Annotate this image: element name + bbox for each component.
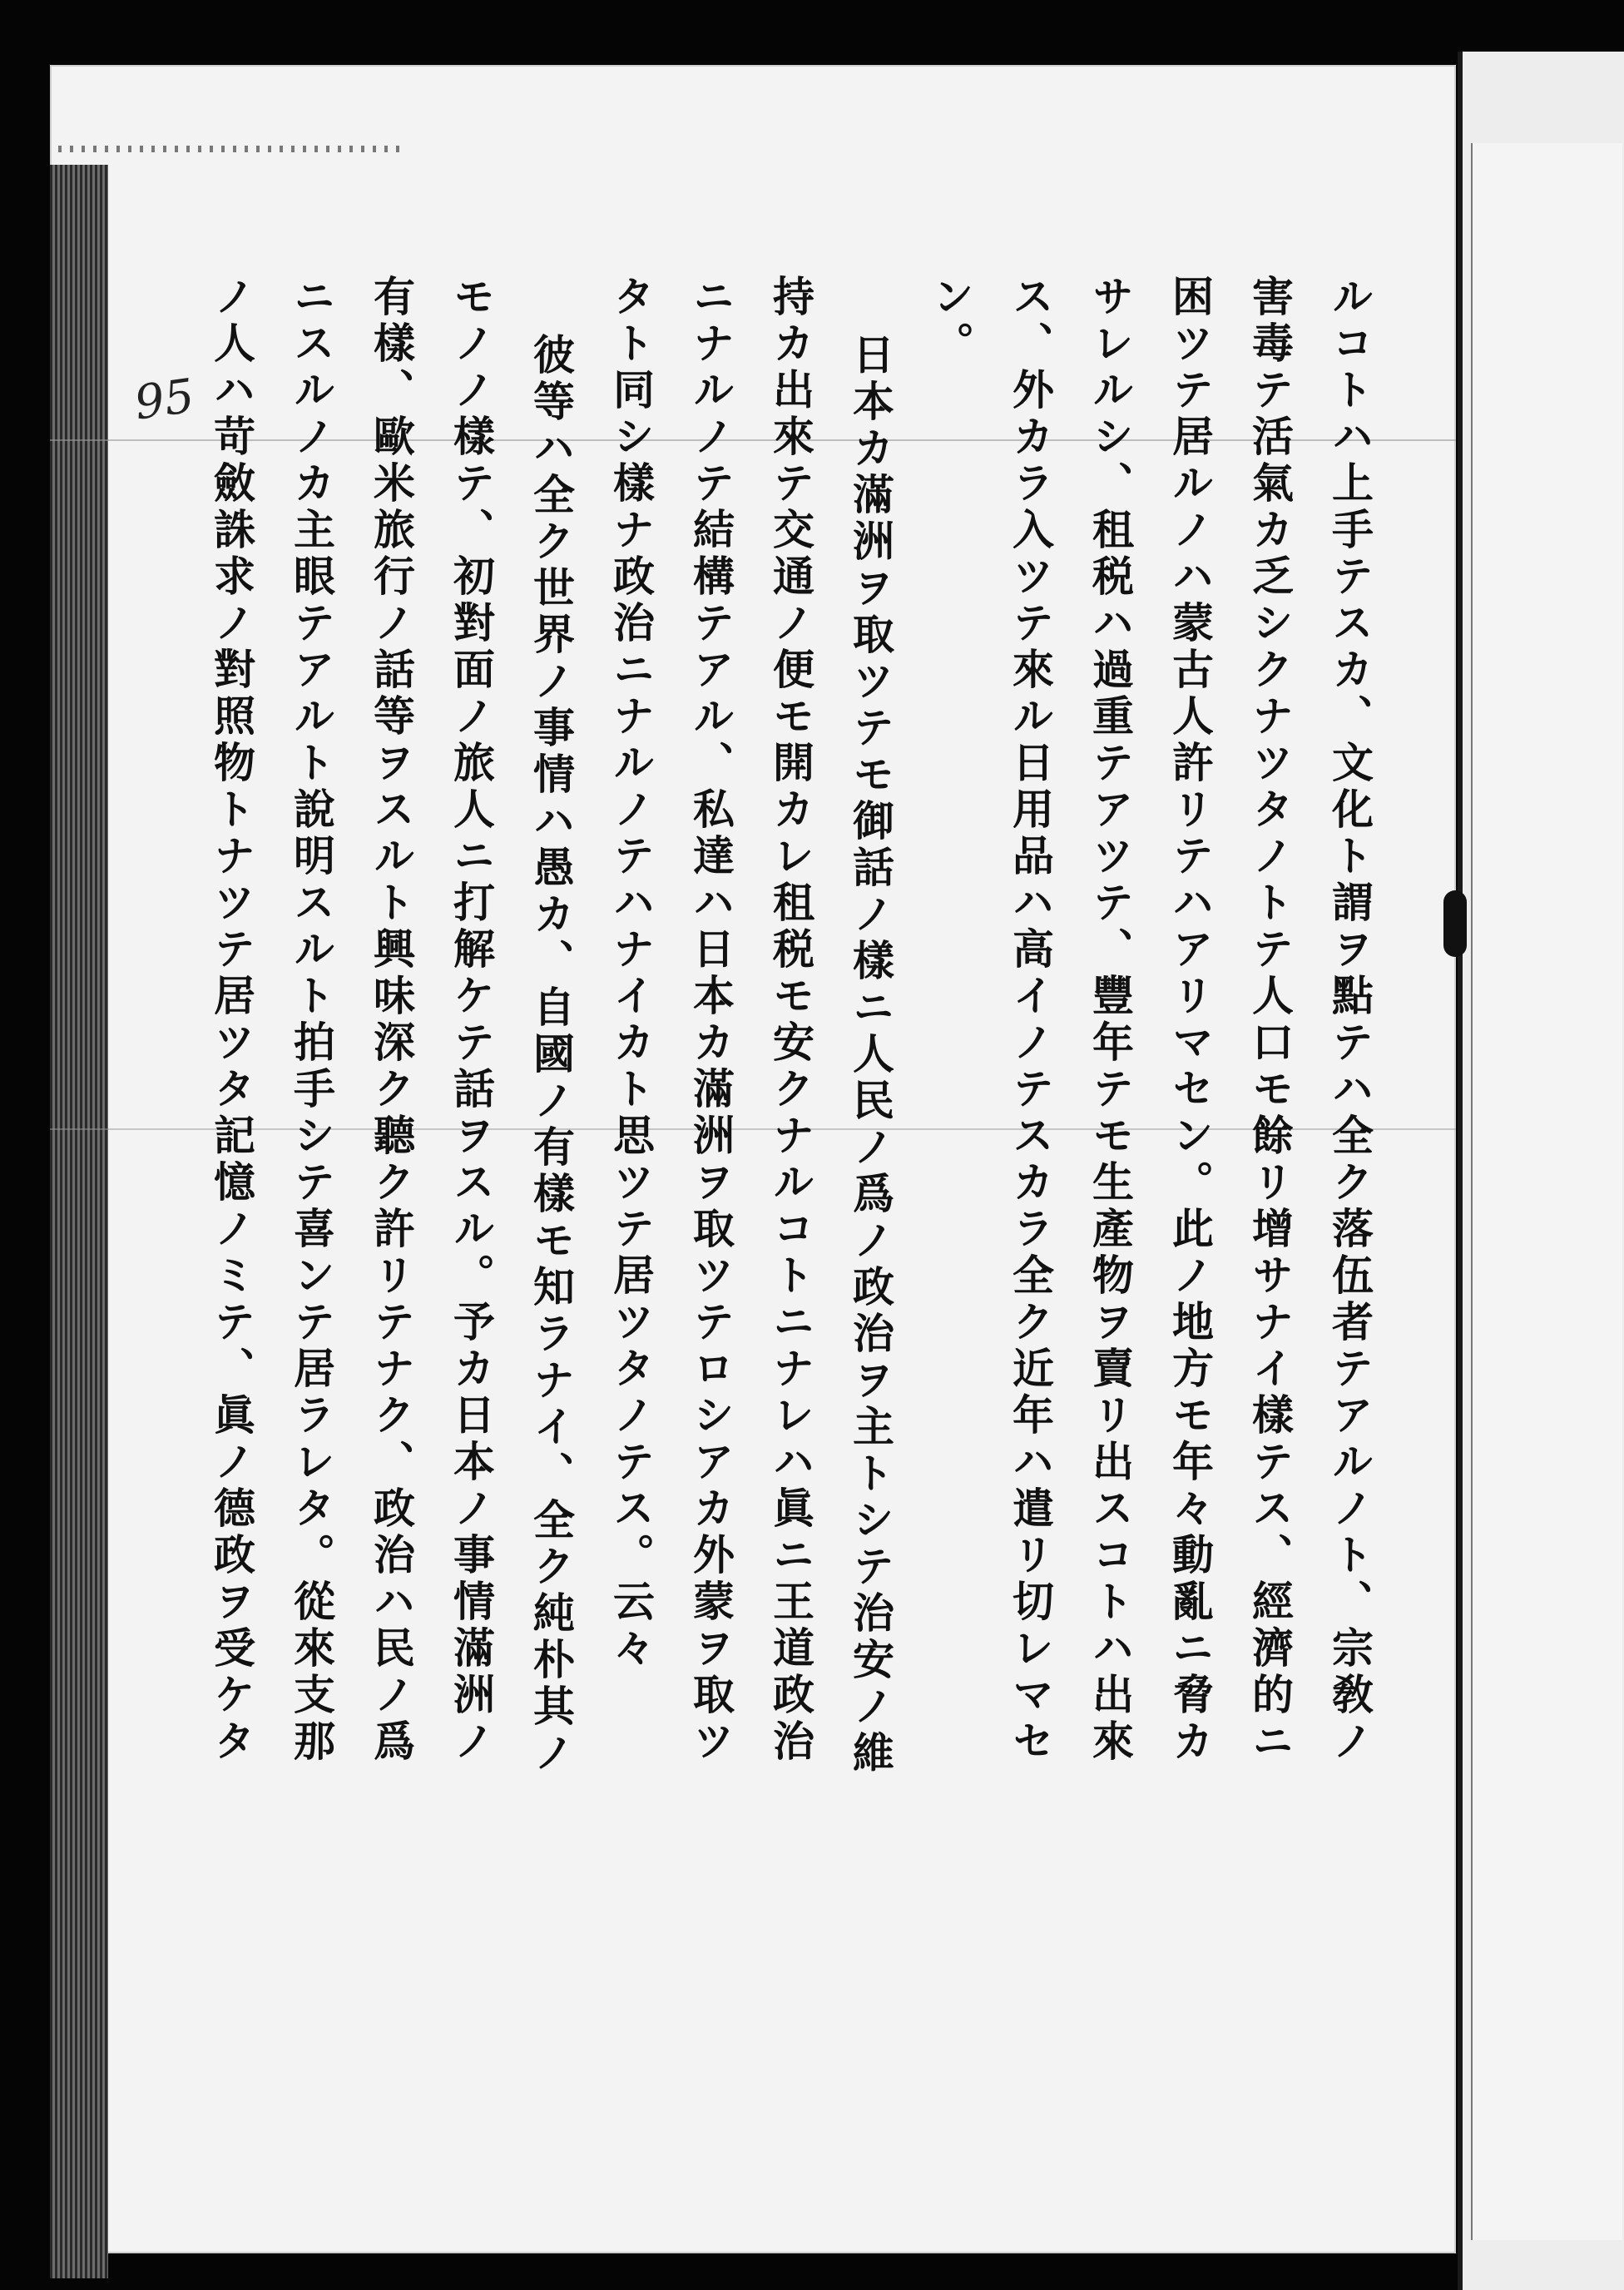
text-column: 彼等ハ全ク世界ノ事情ハ愚カ、自國ノ有樣モ知ラナイ、全ク純朴其ノ: [527, 333, 575, 1777]
handwritten-page-number: 95: [131, 369, 198, 431]
facing-page: [1458, 52, 1624, 2290]
header-rule-dots: [58, 146, 408, 152]
page-stack-edge: [50, 165, 108, 2278]
text-column: 害毒テ活氣カ乏シクナツタノトテ人口モ餘リ增サナイ樣テス、經濟的ニ: [1245, 275, 1294, 1766]
text-column: 有樣、歐米旅行ノ話等ヲスルト興味深ク聽ク許リテナク、政治ハ民ノ爲: [367, 275, 415, 1766]
text-column: モノノ樣テ、初對面ノ旅人ニ打解ケテ話ヲスル。予カ日本ノ事情滿洲ノ: [447, 275, 495, 1766]
vertical-text-body: [207, 275, 1389, 2089]
text-column: 日本カ滿洲ヲ取ツテモ御話ノ樣ニ人民ノ爲ノ政治ヲ主トシテ治安ノ維: [846, 333, 894, 1777]
text-column: 持カ出來テ交通ノ便モ開カレ租税モ安クナルコトニナレハ眞ニ王道政治: [766, 275, 814, 1766]
text-column: サレルシ、租税ハ過重テアツテ、豐年テモ生產物ヲ賣リ出スコトハ出來: [1086, 275, 1134, 1766]
facing-page-margin: [1471, 143, 1622, 2240]
text-column: ノ人ハ苛斂誅求ノ對照物トナツテ居ツタ記憶ノミテ、眞ノ德政ヲ受ケタ: [207, 275, 255, 1766]
text-column: ス、外カラ入ツテ來ル日用品ハ高イノテスカラ全ク近年ハ遣リ切レマセ: [1006, 275, 1054, 1766]
text-column: タト同シ樣ナ政治ニナルノテハナイカト思ツテ居ツタノテス。云々: [607, 275, 655, 1673]
text-column: ニナルノテ結構テアル、私達ハ日本カ滿洲ヲ取ツテロシアカ外蒙ヲ取ツ: [686, 275, 735, 1766]
text-column: 困ツテ居ルノハ蒙古人許リテハアリマセン。此ノ地方モ年々動亂ニ脅カ: [1166, 275, 1214, 1766]
binding-notch: [1443, 890, 1467, 957]
text-column: ニスルノカ主眼テアルト說明スルト拍手シテ喜ンテ居ラレタ。從來支那: [287, 275, 335, 1766]
text-column: ン。: [926, 275, 974, 368]
text-column: ルコトハ上手テスカ、文化ト謂ヲ點テハ全ク落伍者テアルノト、宗敎ノ: [1325, 275, 1374, 1766]
